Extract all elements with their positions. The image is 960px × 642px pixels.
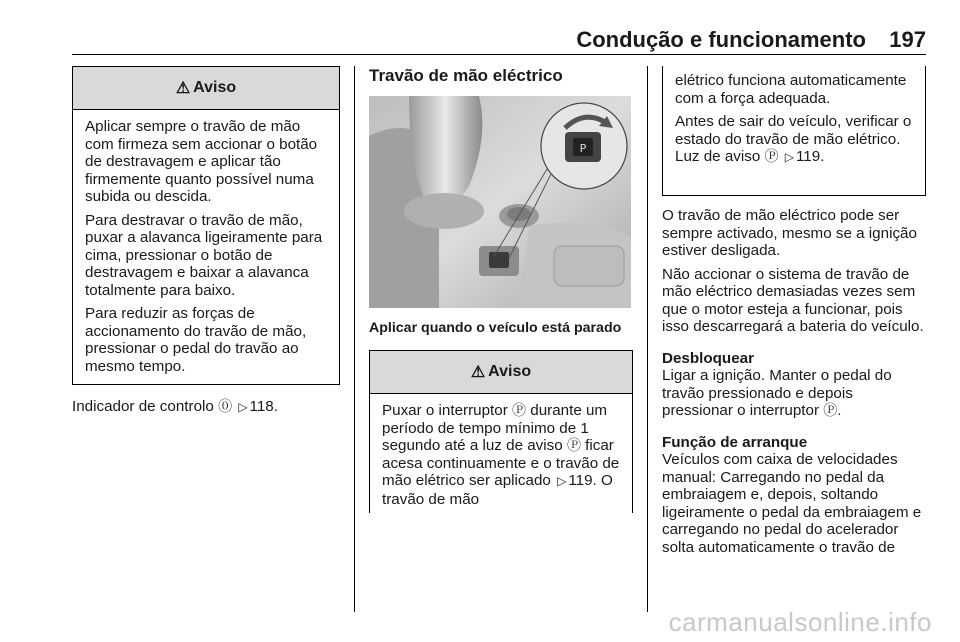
page-number: 197 <box>889 27 926 52</box>
parking-warning-icon: Ⓟ <box>566 437 581 453</box>
column-divider <box>647 66 648 612</box>
parking-switch-icon: Ⓟ <box>512 402 527 418</box>
warning-paragraph: elétrico funciona automaticamente com a força adequada. <box>675 72 907 107</box>
warning-box <box>369 350 633 513</box>
body-text <box>662 207 927 562</box>
header-title: Condução e funcionamento <box>576 27 866 52</box>
body-paragraph: Veículos com caixa de velocidades manual: Carregando no pedal da embraiagem e, depois, soltando ligeiramente o pedal da embraiagem e carregando no pedal do acelerador solta automaticamente o travão de <box>662 451 922 556</box>
body-paragraph: Ligar a ignição. Manter o pedal do travão pressionado e depois pressionar o interruptor Ⓟ. <box>662 367 892 419</box>
warning-box <box>72 66 340 385</box>
warning-title: Aviso <box>193 79 237 96</box>
indicator-text: Indicador de controlo <box>72 398 214 415</box>
warning-title: Aviso <box>488 363 532 380</box>
page-ref-arrow-icon: ▷ <box>784 150 794 164</box>
page-header <box>72 26 926 55</box>
warning-paragraph: Para reduzir as forças de accionamento do travão de mão, pressionar o pedal do travão ao mesmo tempo. <box>85 305 307 375</box>
page-ref-arrow-icon: ▷ <box>557 474 567 488</box>
brake-indicator-icon: ⓪ <box>218 398 233 414</box>
parking-warning-icon: Ⓟ <box>764 148 779 164</box>
warning-box-continued <box>662 66 926 196</box>
warning-icon: ⚠ <box>175 80 191 97</box>
svg-text:P: P <box>579 142 587 155</box>
page-ref-arrow-icon: ▷ <box>238 400 248 414</box>
parking-switch-icon: Ⓟ <box>823 402 838 418</box>
page-ref: 118. <box>249 398 278 415</box>
warning-icon: ⚠ <box>470 364 486 381</box>
warning-header <box>73 67 339 110</box>
warning-paragraph: Puxar o interruptor Ⓟ durante um período de tempo mínimo de 1 segundo até a luz de aviso Ⓟ ficar acesa continuamente e o travão de mão elétrico ser aplicado ▷ 119. O travão de mão <box>382 402 620 508</box>
subheading-unlock: Desbloquear <box>662 349 754 367</box>
indicator-line <box>72 398 342 417</box>
body-paragraph: Não accionar o sistema de travão de mão eléctrico demasiadas vezes sem que o motor esteja a funcionar, pois isso descarregará a bateria do veículo. <box>662 265 924 335</box>
photo-caption: Aplicar quando o veículo está parado <box>369 320 622 336</box>
warning-paragraph: Para destravar o travão de mão, puxar a alavanca ligeiramente para cima, pressionar o botão de destravagem e baixar a alavanca totalmente para baixo. <box>85 211 323 299</box>
body-paragraph: O travão de mão eléctrico pode ser sempre activado, mesmo se a ignição estiver desligada. <box>662 207 917 259</box>
section-title: Travão de mão eléctrico <box>369 66 563 85</box>
warning-paragraph: Antes de sair do veículo, verificar o estado do travão de mão elétrico. Luz de aviso Ⓟ ▷ 119. <box>675 113 912 165</box>
parking-brake-photo <box>369 96 631 308</box>
watermark: carmanualsonline.info <box>668 607 932 637</box>
column-divider <box>354 66 355 612</box>
warning-header <box>370 351 632 394</box>
subheading-start-function: Função de arranque <box>662 433 808 451</box>
warning-paragraph: Aplicar sempre o travão de mão com firmeza sem accionar o botão de destravagem e aplicar tão firmemente quanto possível numa subida ou descida. <box>85 118 318 205</box>
